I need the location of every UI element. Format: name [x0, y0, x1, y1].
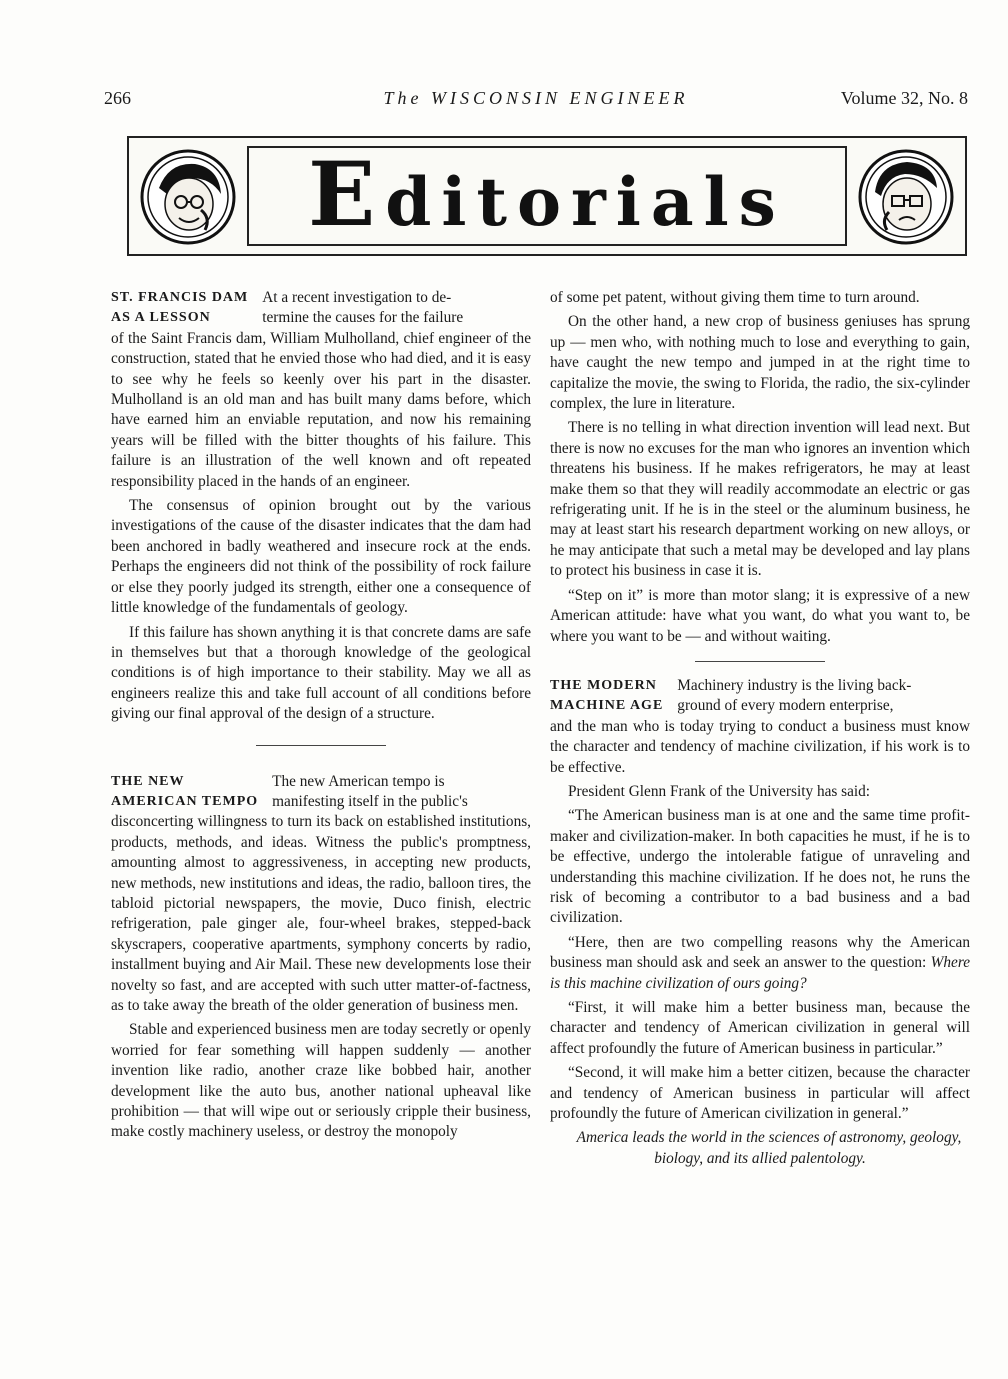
machine-age-paragraph-3: “The American business man is at one and the same time profit-maker and civilization-maker. In both capacities he must, if he is to be effective, undergo the intolerable fatigue of unraveling and understanding this machine civilization. If he does not, he runs the risk of becoming a contributor to a bad business and a bad civilization.	[550, 807, 970, 927]
st-francis-heading: ST. FRANCIS DAM AS A LESSON	[111, 290, 249, 326]
left-column	[111, 288, 531, 1147]
right-paragraph-1: On the other hand, a new crop of business geniuses has sprung up — men who, with nothing much to lose and everything to gain, have caught the new tempo and jumped in at the right time to capitalize the movie, the swing to Florida, the radio, the six-cylinder complex, the lure in literature.	[550, 313, 970, 413]
st-francis-paragraph-1: of the Saint Francis dam, William Mulholland, chief engineer of the construction, stated that he envied those who had died, and it is easy to see why he feels so keenly over his part in the disaster. Mulholland is an old man and has built many dams before, which have earned him an enviable reputation, and now his remaining years will be filled with the bitter thoughts of his failure. This failure is an illustration of the well known and oft repeated responsibility placed in the hands of an engineer.	[111, 329, 531, 490]
left-portrait-illustration	[139, 148, 237, 246]
machine-age-lead	[550, 676, 970, 717]
machine-age-lead-text: Machinery industry is the living back- ground of every modern enterprise,	[677, 676, 912, 715]
new-tempo-lead	[111, 772, 531, 813]
machine-age-paragraph-6: “Second, it will make him a better citizen, because the character and tendency of American business in particular will affect profoundly the future of American civilization in general.”	[550, 1064, 970, 1123]
section-divider	[695, 661, 825, 662]
st-francis-paragraph-2: The consensus of opinion brought out by the various investigations of the cause of the disaster indicates that the dam had been anchored in badly weathered and insecure rock at the ends. Perhaps the engineers did not think of the possibility of rock failure or else they poorly judged its strength, either one a consequence of little knowledge of the fundamentals of geology.	[111, 497, 531, 617]
closing-note: America leads the world in the sciences of astronomy, geology, biology, and its allied palentology.	[576, 1129, 962, 1167]
st-francis-lead-text: At a recent investigation to de- termine the causes for the failure	[262, 289, 464, 327]
machine-age-paragraph-1: and the man who is today trying to conduct a business must know the character and tendency of machine civilization, if his work is to be effective.	[550, 717, 970, 776]
editorials-banner	[127, 136, 967, 256]
banner-title-frame	[247, 142, 847, 246]
continued-paragraph: of some pet patent, without giving them time to turn around.	[550, 289, 920, 306]
section-divider	[256, 745, 386, 746]
right-portrait-illustration	[857, 148, 955, 246]
running-header	[104, 88, 968, 112]
editorials-title: Editorials	[308, 142, 786, 246]
st-francis-lead	[111, 288, 531, 329]
right-column	[550, 288, 970, 1173]
new-tempo-lead-text: The new American tempo is manifesting itself in the public's	[272, 772, 468, 810]
new-tempo-paragraph-2: Stable and experienced business men are today secretly or openly worried for fear something will happen suddenly — another invention like radio, another craze like bobbed hair, another development like the auto bus, another national upheaval like prohibition — that will wipe out or seriously cripple their business, make costly machinery useless, or destroy the monopoly	[111, 1021, 531, 1141]
right-paragraph-3: “Step on it” is more than motor slang; it is expressive of a new American attitude: have what you want, do what you want to, be where you want to be — and without waiting.	[550, 586, 970, 645]
new-tempo-heading: THE NEW AMERICAN TEMPO	[111, 773, 259, 809]
machine-age-paragraph-5: “First, it will make him a better business man, because the character and tendency of American civilization in general will affect profoundly the future of American business in particular.”	[550, 999, 970, 1057]
page-number: 266	[104, 88, 131, 108]
new-tempo-paragraph-1: disconcerting willingness to turn its back on established institutions, products, methods, and ideas. Witness the public's promptness, amounting almost to aggressiveness, in accepting new products, new methods, new institutions and ideas, the radio, balloon tires, the tabloid pictorial newspapers, the movie, Duco finish, electric refrigeration, pale ginger ale, four-wheel brakes, stepped-back skyscrapers, cooperative apartments, symphony concerts by radio, installment buying and Air Mail. These new developments lose their novelty so fast, and are accepted with such utter matter-of-factness, as to take away the breath of the older generation of business men.	[111, 813, 531, 1014]
machine-age-paragraph-2: President Glenn Frank of the University has said:	[568, 782, 871, 800]
machine-age-heading: THE MODERN MACHINE AGE	[550, 677, 664, 714]
volume-number: Volume 32, No. 8	[840, 88, 968, 108]
machine-age-paragraph-4: “Here, then are two compelling reasons why the American business man should ask and seek an answer to the question: Where is this machine civilization of ours going?	[550, 933, 970, 992]
journal-title: The WISCONSIN ENGINEER	[383, 88, 689, 108]
right-paragraph-2: There is no telling in what direction invention will lead next. But there is now no excuses for the man who ignores an invention which threatens his business. If he makes refrigerators, he may at least make them so that they will readily accommodate an electric or gas refrigerating unit. If he is in the steel or the aluminum business, he may at least start his research department working on new alloys, or he may anticipate that such a metal may be developed and lay plans to protect his business in case it is.	[550, 419, 970, 580]
st-francis-paragraph-3: If this failure has shown anything it is that concrete dams are safe in themselves but that a thorough knowledge of the geological conditions is of high importance to their stability. May we all as engineers realize this and take full account of all conditions before giving our final approval of the design of a structure.	[111, 623, 531, 723]
